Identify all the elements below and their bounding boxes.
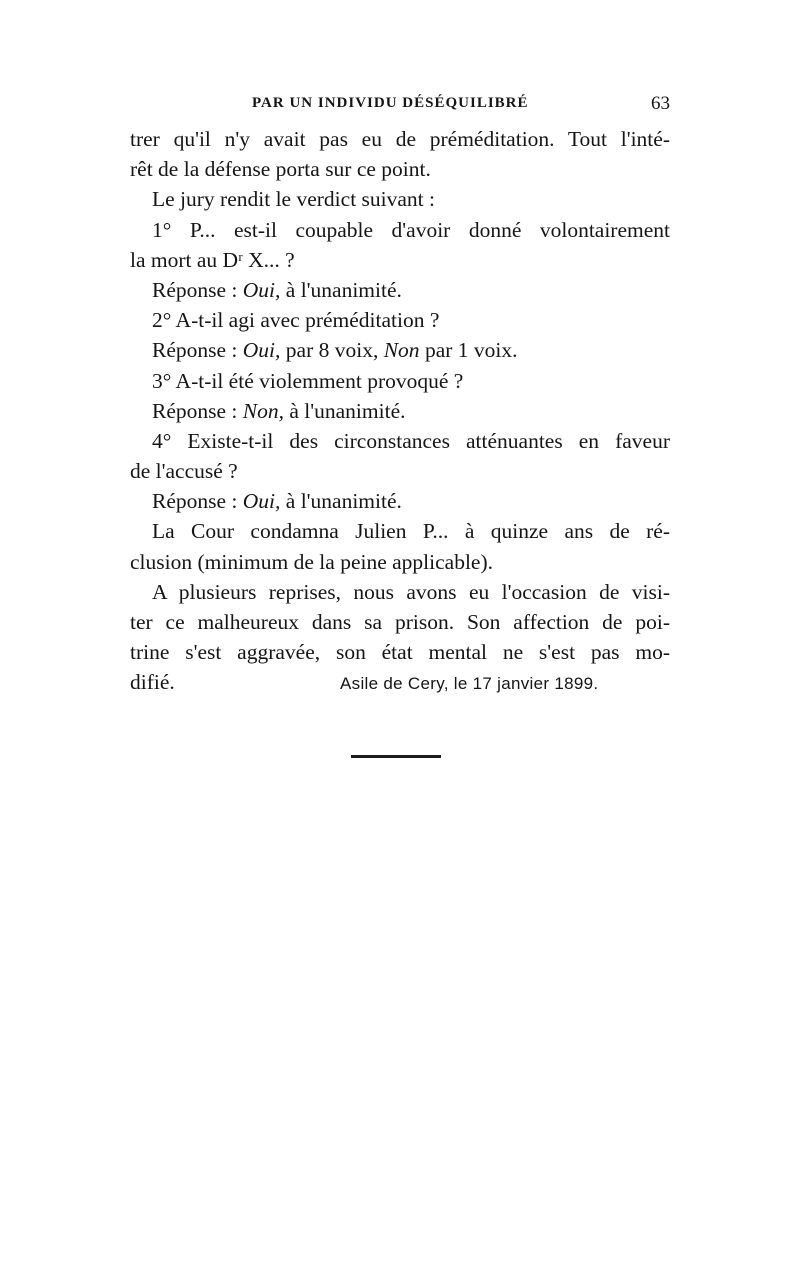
running-head bbox=[130, 93, 670, 119]
reponse-label: Réponse : bbox=[152, 489, 243, 514]
text-line: 2° A-t-il agi avec préméditation ? bbox=[152, 308, 440, 333]
answer-rest: par 8 voix, bbox=[280, 338, 384, 363]
running-title: PAR UN INDIVIDU DÉSÉQUILIBRÉ bbox=[252, 95, 529, 111]
text-line: trine s'est aggravée, son état mental ne s'est pas mo- bbox=[130, 640, 670, 665]
text-line: Le jury rendit le verdict suivant : bbox=[152, 187, 435, 212]
text-line: 4° Existe-t-il des circonstances atténuantes en faveur bbox=[152, 428, 670, 453]
reponse-label: Réponse : bbox=[152, 398, 243, 423]
text-line: de l'accusé ? bbox=[130, 459, 238, 484]
text-line bbox=[130, 335, 670, 365]
text-line bbox=[130, 396, 670, 426]
text-line: la mort au Dʳ X... ? bbox=[130, 247, 295, 272]
reponse-label: Réponse : bbox=[152, 277, 243, 302]
answer-rest: à l'unanimité. bbox=[280, 489, 402, 514]
text-line: 3° A-t-il été violemment provoqué ? bbox=[152, 368, 464, 393]
answer-rest: par 1 voix. bbox=[419, 338, 518, 363]
text-line: difié. bbox=[130, 670, 175, 695]
body-text bbox=[130, 124, 670, 698]
answer-rest: à l'unanimité. bbox=[280, 277, 402, 302]
text-line: rêt de la défense porta sur ce point. bbox=[130, 157, 431, 182]
text-line bbox=[130, 486, 670, 516]
end-rule-divider bbox=[351, 755, 441, 758]
answer-italic: Oui, bbox=[242, 277, 281, 302]
text-line bbox=[130, 275, 670, 305]
text-line: ter ce malheureux dans sa prison. Son affection de poi- bbox=[130, 610, 670, 634]
signature-line: Asile de Cery, le 17 janvier 1899. bbox=[340, 674, 599, 693]
text-line: trer qu'il n'y avait pas eu de préméditation. Tout l'inté- bbox=[130, 127, 670, 151]
text-line: A plusieurs reprises, nous avons eu l'occasion de visi- bbox=[152, 579, 670, 604]
page-number: 63 bbox=[651, 93, 670, 114]
answer-italic: Non bbox=[383, 338, 420, 363]
answer-italic: Non, bbox=[242, 398, 284, 423]
answer-italic: Oui, bbox=[242, 338, 281, 363]
text-line: clusion (minimum de la peine applicable). bbox=[130, 549, 494, 574]
text-line: La Cour condamna Julien P... à quinze ans de ré- bbox=[152, 519, 670, 544]
reponse-label: Réponse : bbox=[152, 338, 243, 363]
text-line: 1° P... est-il coupable d'avoir donné volontairement bbox=[152, 217, 670, 242]
answer-italic: Oui, bbox=[242, 489, 281, 514]
answer-rest: à l'unanimité. bbox=[284, 398, 406, 423]
